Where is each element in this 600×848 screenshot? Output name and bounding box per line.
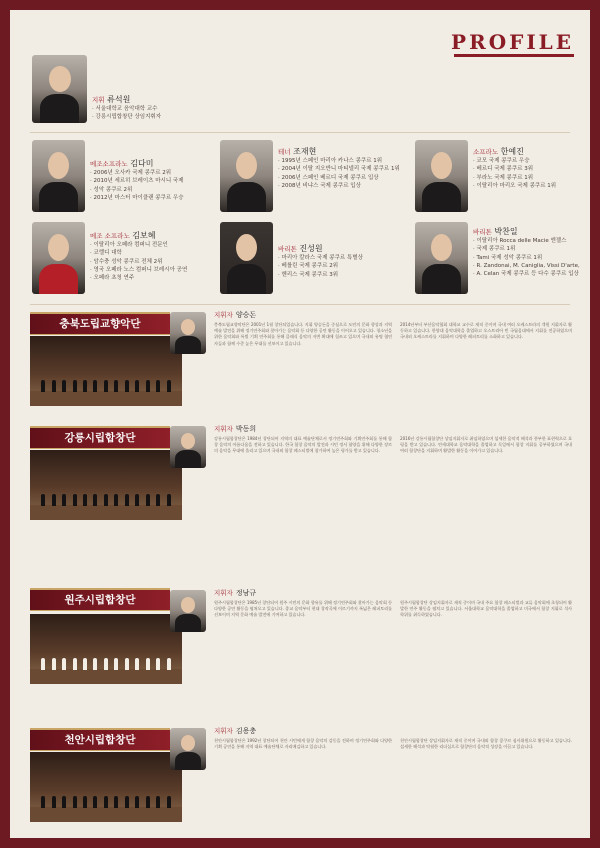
soloist-photo	[32, 140, 85, 212]
choir-title: 충북도립교향악단	[30, 312, 170, 335]
conductor-bio: 2014년부터 부산음악협회 대학교 교수로 재직 중이며 국내 여러 오케스트라의 객원 지휘자로 활동하고 있습니다. 한양대 음악대학을 졸업하고 오스트리아 빈 국립음대에서 지휘를 전공하였으며 국내외 오케스트라를 지휘하며 다양한 레퍼토리를 소화하고 있습니다.	[400, 322, 572, 340]
conductor-bio: 2016년 강릉시립합창단 상임지휘자로 취임하였으며 섬세한 음악적 해석과 풍부한 표현력으로 호평을 받고 있습니다. 연세대학교 음악대학을 졸업하고 독일에서 합창 지휘를 공부하였으며 국내 여러 합창단을 지휘하며 활발한 활동을 이어가고 있습니다.	[400, 436, 572, 454]
choir-photo	[30, 614, 182, 684]
soloist-photo	[220, 140, 273, 212]
soloist-photo	[220, 222, 273, 294]
bio-line: · 서울대학교 음악대학 교수	[92, 105, 252, 113]
soloist-profile: 바리톤 박찬일 · 이탈리아 Rocca delle Macie 엔젤스 · 국제 콩쿠르 1위 · Tami 국제 성악 콩쿠르 1위 · R. Zandonai, M. Caniglia, Vissi D'arte, · A. Celan 국제 콩쿠르 등 다수 콩쿠르 입상	[473, 228, 585, 278]
choir-title: 원주시립합창단	[30, 588, 170, 611]
choir-bio: 천안시립합창단은 1992년 창단되어 천안 시민에게 합창 음악의 감동을 전하며 정기연주회와 다양한 기획 공연을 통해 지역 대표 예술단체로 자리매김하고 있습니다.	[214, 738, 392, 750]
bio-line: · 강릉시립합창단 상임지휘자	[92, 113, 252, 121]
soloist-photo	[415, 140, 468, 212]
conductor-photo	[170, 590, 206, 632]
conductor-bio: 원주시립합창단 상임지휘자로 재직 중이며 국내 주요 합창 페스티벌과 교류 음악회에 초청되어 활발한 연주 활동을 펼치고 있습니다. 서울대학교 음악대학을 졸업하고 미국에서 합창 지휘로 석사 학위를 취득하였습니다.	[400, 600, 572, 618]
title-underline	[454, 54, 574, 57]
choir-title: 천안시립합창단	[30, 728, 170, 751]
choir-title: 강릉시립합창단	[30, 426, 170, 449]
choir-bio: 원주시립합창단은 1985년 창단되어 원주 시민의 문화 향유를 위해 정기연주회와 찾아가는 음악회 등 다양한 공연 활동을 펼쳐오고 있습니다. 종교 음악부터 현대 창작곡에 이르기까지 폭넓은 레퍼토리를 선보이며 지역 문화 예술 발전에 기여하고 있습니다.	[214, 600, 392, 618]
conductor-photo	[32, 55, 87, 123]
soloist-profile: 테너 조재현 · 1995년 스페인 마리아 카나스 콩쿠르 1위 · 2004년 이탈 지오반니 마티넬리 국제 콩쿠르 1위 · 2006년 스페인 베르디 국제 콩쿠르 입상 · 2008년 비냐스 국제 콩쿠르 입상	[278, 148, 408, 190]
choir-photo	[30, 450, 182, 520]
soloist-photo	[32, 222, 85, 294]
conductor-bio: 천안시립합창단 상임지휘자로 재직 중이며 국내외 합창 콩쿠르 심사위원으로 활동하고 있습니다. 섬세한 해석과 탁월한 리더십으로 합창단의 음악적 성장을 이끌고 있습니다.	[400, 738, 572, 750]
conductor-name: 류석원	[107, 95, 131, 104]
choir-conductor: 지휘자 정남규	[214, 589, 257, 597]
profile-page	[10, 10, 590, 838]
conductor-photo	[170, 312, 206, 354]
soloist-photo	[415, 222, 468, 294]
choir-bio: 강릉시립합창단은 1984년 창단되어 지역의 대표 예술단체로서 정기연주회와 기획연주회를 통해 합창 음악의 아름다움을 전하고 있습니다. 한국 합창 음악의 발전과 시민 정서 함양을 위해 다양한 장르의 음악을 무대에 올리고 있으며 국내외 합창 페스티벌에 참가하여 높은 평가를 받고 있습니다.	[214, 436, 392, 454]
choir-conductor: 지휘자 김용충	[214, 727, 257, 735]
soloist-profile: 메조소프라노 김다미 · 2006년 오사카 국제 콩쿠르 2위 · 2010년 세르히 브레이츠 마시니 국제 · 성악 콩쿠르 2위 · 2012년 마스터 마이클랜 콩쿠르 우승	[90, 160, 210, 202]
soloist-profile: 바리톤 진성원 · 마리아 칼라스 국제 콩쿠르 특별상 · 베를린 국제 콩쿠르 2위 · 헨리스 국제 콩쿠르 3위	[278, 245, 408, 279]
choir-bio: 충북도립교향악단은 2001년 1월 창단되었습니다. 지휘 양승돈을 중심으로 도민의 문화 향상과 지역 예술 발전을 위해 정기연주회와 찾아가는 음악회 등 다양한 공연 활동을 이어오고 있습니다. 청소년을 위한 음악회와 특별 기획 연주회를 통해 클래식 음악의 저변 확대에 힘쓰고 있으며 국내외 유명 협연자들과 함께 수준 높은 무대를 선보이고 있습니다.	[214, 322, 392, 346]
page-title: PROFILE	[451, 30, 574, 54]
soloist-profile: 소프라노 한예진 · 코모 국제 콩쿠르 우승 · 베르디 국제 콩쿠르 3위 · 부라노 국제 콩쿠르 1위 · 이탈리아 마리오 국제 콩쿠르 1위	[473, 148, 583, 190]
choir-conductor: 지휘자 양승돈	[214, 311, 257, 319]
conductor-photo	[170, 728, 206, 770]
choir-conductor: 지휘자 박동희	[214, 425, 257, 433]
divider	[30, 132, 570, 133]
choir-photo	[30, 336, 182, 406]
conductor-role: 지휘	[92, 96, 105, 104]
conductor-photo	[170, 426, 206, 468]
choir-photo	[30, 752, 182, 822]
divider	[30, 304, 570, 305]
conductor-profile	[92, 96, 252, 122]
soloist-profile: 메조 소프라노 김보혜 · 이탈리아 오페라 컴퍼니 전문인 · 코렐디 대학 · 암수충 성악 콩쿠르 전체 2위 · 영국 오페라 노스 컴퍼니 브레시아 공연 · 오페라 초청 연주	[90, 232, 215, 282]
